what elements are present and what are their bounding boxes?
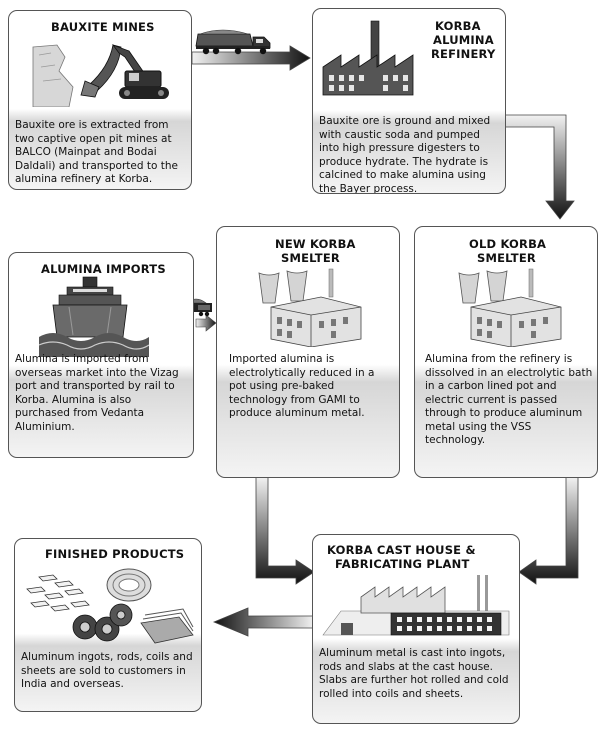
korba-refinery-box <box>312 8 506 194</box>
alumina-imports-title: ALUMINA IMPORTS <box>41 262 166 276</box>
arrow-imports-to-new-smelter <box>196 315 216 331</box>
new-smelter-title-line2: SMELTER <box>281 251 340 265</box>
arrow-cast-house-to-products <box>214 608 314 636</box>
cast-house-title-line1: KORBA CAST HOUSE & <box>327 543 476 557</box>
cast-house-box <box>312 534 520 724</box>
dump-truck-icon <box>196 30 270 54</box>
arrow-new-smelter-to-cast-house <box>256 477 314 584</box>
old-smelter-title-line2: SMELTER <box>477 251 536 265</box>
old-smelter-description: Alumina from the refinery is dissolved in an electrolytic bath in a carbon lined pot and electric current is passed through to produce aluminum metal using the VSS technology. <box>425 353 593 446</box>
bauxite-mines-description: Bauxite ore is extracted from two captive open pit mines at BALCO (Mainpat and Bodai Daldali) and transported to the alumina refinery at Korba. <box>15 119 178 185</box>
finished-products-title: FINISHED PRODUCTS <box>45 547 185 561</box>
bauxite-mines-title: BAUXITE MINES <box>51 20 155 34</box>
cargo-ship-icon <box>39 275 149 357</box>
new-smelter-title-line1: NEW KORBA <box>275 237 356 251</box>
arrow-old-smelter-to-cast-house <box>519 477 578 584</box>
refinery-factory-icon <box>319 17 429 97</box>
new-smelter-box <box>216 226 400 478</box>
finished-products-box <box>14 538 202 712</box>
alumina-imports-box <box>8 252 194 458</box>
arrow-mines-to-refinery <box>192 46 310 70</box>
aluminum-products-icon <box>19 563 195 649</box>
smelter-plant-icon <box>451 267 571 347</box>
cast-house-title-line2: FABRICATING PLANT <box>335 557 470 571</box>
excavator-icon <box>29 37 179 107</box>
smelter-plant-icon <box>251 267 371 347</box>
old-smelter-title-line1: OLD KORBA <box>469 237 547 251</box>
arrow-refinery-to-old-smelter <box>505 115 574 219</box>
old-smelter-box <box>414 226 598 478</box>
alumina-imports-description: Alumina is imported from overseas market into the Vizag port and transported by rail to Korba. Alumina is also purchased from Vedanta Aluminium. <box>15 353 179 433</box>
finished-products-description: Aluminum ingots, rods, coils and sheets are sold to customers in India and overseas. <box>21 651 193 690</box>
cast-house-plant-icon <box>321 573 511 639</box>
refinery-title-line2: ALUMINA <box>433 33 494 47</box>
refinery-title-line3: REFINERY <box>431 47 496 61</box>
bauxite-mines-box <box>8 10 192 190</box>
refinery-description: Bauxite ore is ground and mixed with caustic soda and pumped into high pressure digesters to produce hydrate. The hydrate is calcined to make alumina using the Bayer process. <box>319 115 491 194</box>
cast-house-description: Aluminum metal is cast into ingots, rods and slabs at the cast house. Slabs are further hot rolled and cold rolled into coils and sheets. <box>319 647 509 700</box>
new-smelter-description: Imported alumina is electrolytically reduced in a pot using pre-baked technology from GAMI to produce aluminum metal. <box>229 353 375 419</box>
refinery-title-line1: KORBA <box>435 19 481 33</box>
